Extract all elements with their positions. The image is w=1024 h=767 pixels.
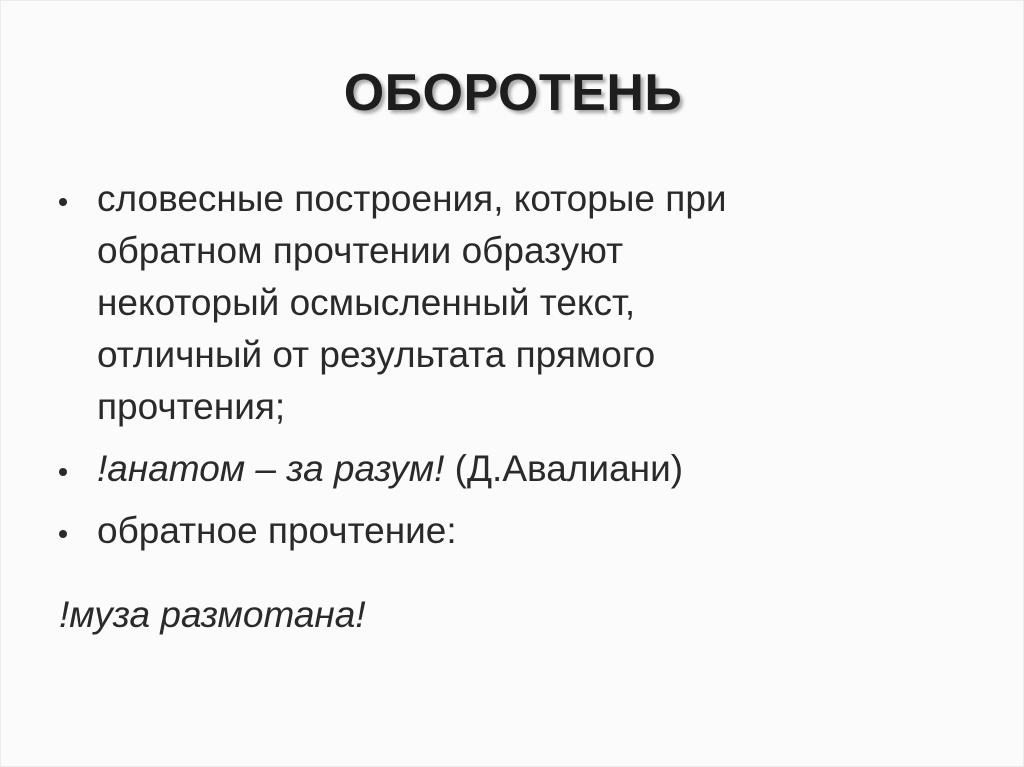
bullet-dot-icon [59,468,67,476]
definition-line-4: отличный от результата прямого [97,334,656,375]
bullet-definition [59,173,959,433]
bullet-list [59,173,959,557]
bullet-dot-icon [59,530,67,538]
reverse-label-text: обратное прочтение: [97,510,457,551]
slide-title: ОБОРОТЕНЬ [343,64,683,122]
reversed-phrase: !муза размотана! [59,594,366,635]
definition-line-3: некоторый осмысленный текст, [97,282,636,323]
definition-line-1: словесные построения, которые при [97,178,727,219]
bullet-example [59,443,959,495]
definition-line-2: обратном прочтении образуют [97,230,624,271]
definition-line-5: прочтения; [97,386,286,427]
example-phrase: !анатом – за разум! [97,448,445,489]
bullet-reverse-label [59,505,959,557]
example-author: (Д.Авалиани) [444,448,684,489]
bullet-dot-icon [59,198,67,206]
